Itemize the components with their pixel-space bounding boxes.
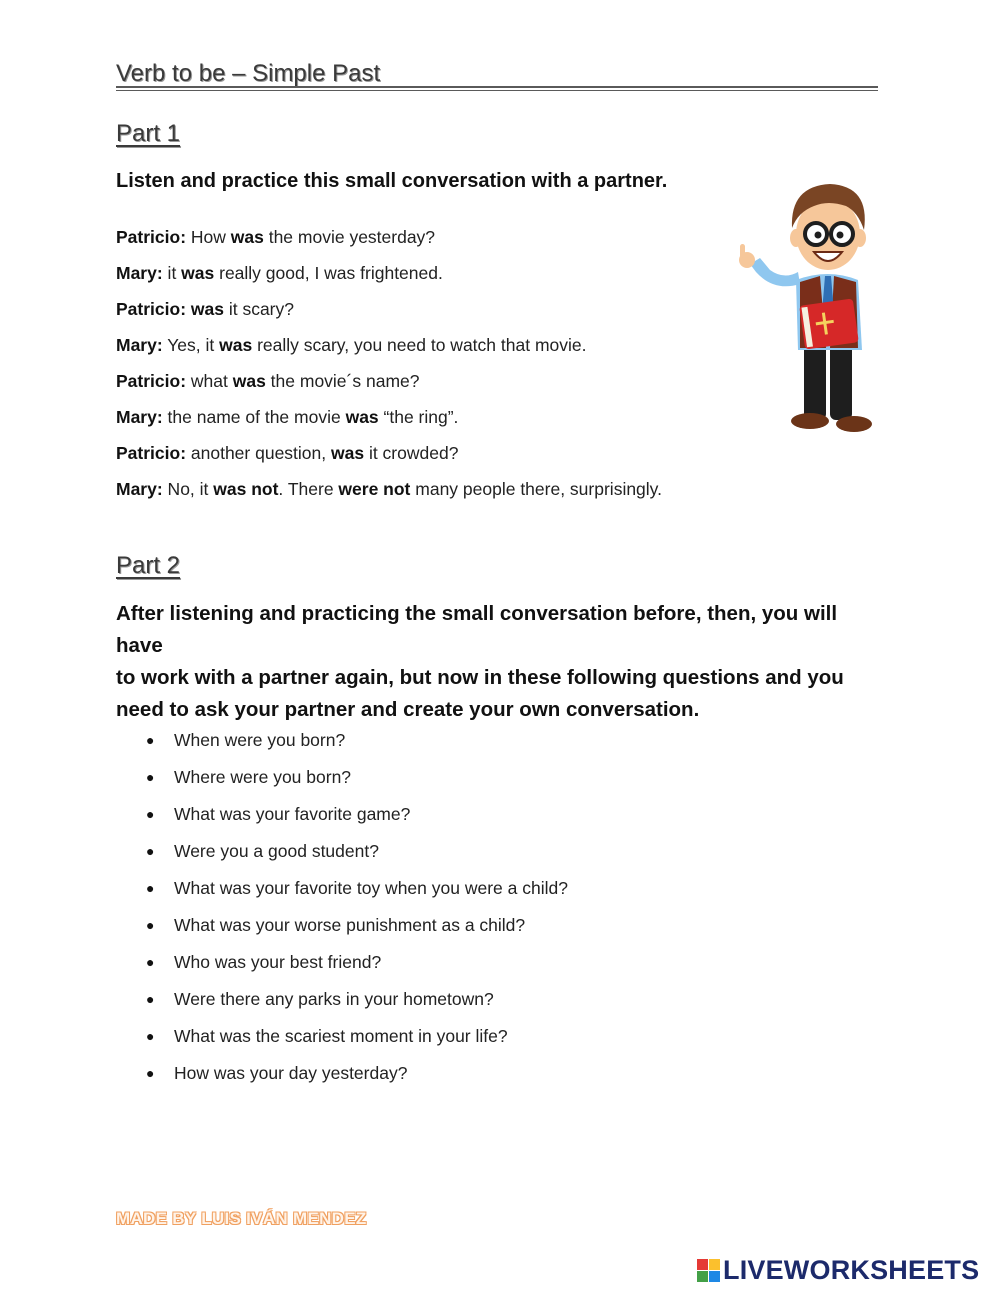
- question-item: [146, 951, 746, 988]
- dialogue-text: . There: [278, 479, 339, 499]
- logo-square: [709, 1271, 720, 1282]
- part1-heading: Part 1: [116, 120, 181, 147]
- bullet-icon: ●: [146, 1028, 155, 1044]
- dialogue-line: [116, 370, 716, 406]
- bullet-icon: ●: [146, 732, 155, 748]
- dialogue-text: “the ring”.: [378, 407, 459, 427]
- logo-square: [697, 1271, 708, 1282]
- dialogue-emphasis: Patricio: was: [116, 299, 224, 319]
- bullet-icon: ●: [146, 769, 155, 785]
- teacher-with-book-illustration: [730, 172, 890, 437]
- dialogue-emphasis: Mary:: [116, 479, 163, 499]
- dialogue-line: [116, 334, 716, 370]
- question-item: [146, 766, 746, 803]
- brand-name: LIVEWORKSHEETS: [723, 1255, 980, 1285]
- dialogue-emphasis: Patricio:: [116, 371, 187, 391]
- dialogue-emphasis: was: [181, 263, 215, 283]
- question-item: [146, 988, 746, 1025]
- part2-instruction-line: After listening and practicing the small conversation before, then, you will have: [116, 602, 838, 657]
- dialogue-emphasis: was not: [213, 479, 279, 499]
- dialogue-emphasis: Mary:: [116, 263, 163, 283]
- dialogue-line: [116, 262, 716, 298]
- part2-instruction-line: need to ask your partner and create your own conversation.: [116, 698, 700, 721]
- dialogue-text: it crowded?: [364, 443, 459, 463]
- question-text: Where were you born?: [174, 767, 352, 787]
- dialogue-text: another question,: [186, 443, 331, 463]
- dialogue-emphasis: were not: [338, 479, 411, 499]
- question-text: What was your favorite game?: [174, 804, 411, 824]
- dialogue-text: it scary?: [223, 299, 294, 319]
- question-item: [146, 729, 746, 766]
- dialogue-text: many people there, surprisingly.: [410, 479, 662, 499]
- question-text: What was your favorite toy when you were a child?: [174, 878, 568, 898]
- question-text: Who was your best friend?: [174, 952, 382, 972]
- dialogue-text: Yes, it: [162, 335, 220, 355]
- part2-heading: Part 2: [116, 552, 181, 579]
- dialogue-emphasis: Patricio:: [116, 443, 187, 463]
- dialogue-text: How: [186, 227, 231, 247]
- dialogue-text: really good, I was frightened.: [214, 263, 443, 283]
- dialogue-text: what: [186, 371, 233, 391]
- dialogue-text: really scary, you need to watch that movie.: [252, 335, 587, 355]
- dialogue-emphasis: Mary:: [116, 407, 163, 427]
- part2-instruction-line: to work with a partner again, but now in these following questions and you: [116, 666, 844, 689]
- question-item: [146, 803, 746, 840]
- question-text: When were you born?: [174, 730, 346, 750]
- liveworksheets-logo-icon: [697, 1259, 720, 1282]
- bullet-icon: ●: [146, 880, 155, 896]
- dialogue-text: it: [162, 263, 182, 283]
- question-text: Were you a good student?: [174, 841, 379, 861]
- question-item: [146, 914, 746, 951]
- dialogue-list: [116, 226, 716, 514]
- bullet-icon: ●: [146, 954, 155, 970]
- dialogue-emphasis: Mary:: [116, 335, 163, 355]
- dialogue-emphasis: was: [345, 407, 379, 427]
- question-item: [146, 1062, 746, 1099]
- dialogue-emphasis: was: [331, 443, 365, 463]
- dialogue-text: the movie´s name?: [265, 371, 420, 391]
- title-rule: [116, 86, 878, 88]
- liveworksheets-brand[interactable]: [697, 1255, 979, 1286]
- logo-square: [709, 1259, 720, 1270]
- bullet-icon: ●: [146, 991, 155, 1007]
- dialogue-line: [116, 406, 716, 442]
- question-text: What was the scariest moment in your life?: [174, 1026, 508, 1046]
- part1-instruction: Listen and practice this small conversation with a partner.: [116, 170, 668, 192]
- bullet-icon: ●: [146, 1065, 155, 1081]
- question-list: [146, 729, 746, 1099]
- dialogue-emphasis: was: [232, 371, 266, 391]
- document-title: Verb to be – Simple Past: [116, 60, 381, 87]
- bullet-icon: ●: [146, 917, 155, 933]
- dialogue-emphasis: was: [230, 227, 264, 247]
- logo-square: [697, 1259, 708, 1270]
- dialogue-emphasis: was: [219, 335, 253, 355]
- dialogue-text: No, it: [162, 479, 214, 499]
- question-item: [146, 877, 746, 914]
- question-text: What was your worse punishment as a child?: [174, 915, 526, 935]
- bullet-icon: ●: [146, 843, 155, 859]
- dialogue-line: [116, 478, 716, 514]
- dialogue-text: the movie yesterday?: [263, 227, 436, 247]
- author-credit: MADE BY LUIS IVÁN MENDEZ: [116, 1209, 367, 1228]
- dialogue-line: [116, 226, 716, 262]
- dialogue-emphasis: Patricio:: [116, 227, 187, 247]
- bullet-icon: ●: [146, 806, 155, 822]
- question-item: [146, 840, 746, 877]
- dialogue-text: the name of the movie: [162, 407, 346, 427]
- part2-instruction: [116, 598, 886, 726]
- question-text: Were there any parks in your hometown?: [174, 989, 494, 1009]
- question-item: [146, 1025, 746, 1062]
- question-text: How was your day yesterday?: [174, 1063, 408, 1083]
- dialogue-line: [116, 442, 716, 478]
- dialogue-line: [116, 298, 716, 334]
- title-rule-thin: [116, 90, 878, 91]
